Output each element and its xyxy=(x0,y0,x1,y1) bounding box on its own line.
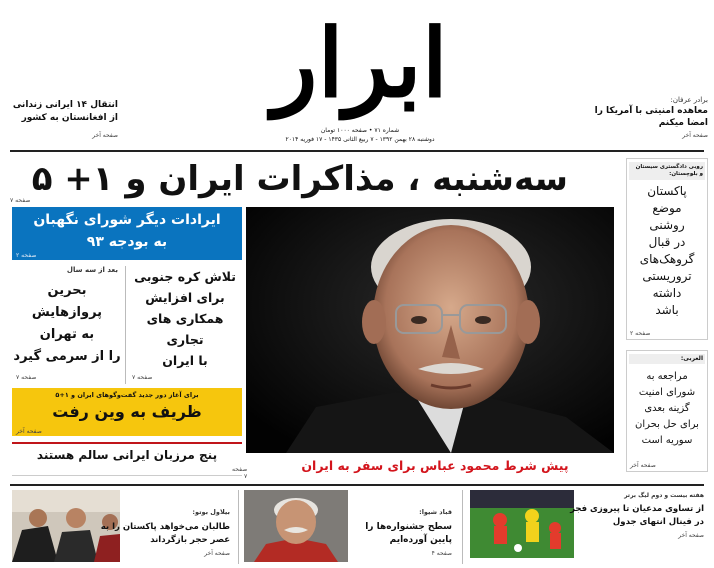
football-photo xyxy=(470,490,574,558)
right-bottom-sidebar[interactable] xyxy=(626,350,708,472)
yellow-box-kicker: برای آغاز دور جدید گفت‌وگوهای ایران و ۱+۵ xyxy=(55,391,199,399)
teaser-headline-line2: امضا میکنم xyxy=(658,118,708,128)
sidebar-words xyxy=(627,183,707,319)
teaser-headline-line1: معاهده امنیتی با آمریکا را xyxy=(594,106,708,116)
bottom-story[interactable] xyxy=(470,490,708,568)
blue-box-line1: ایرادات دیگر شورای نگهبان xyxy=(33,212,221,228)
masthead-logo: ابرار xyxy=(272,9,448,119)
story-kicker: بعد از سه سال xyxy=(66,266,118,274)
issue-line-2: دوشنبه ۲۸ بهمن ۱۳۹۲ - ۷ ربیع الثانی ۱۴۳۵ - ۱۷ فوریه ۲۰۱۴ xyxy=(285,136,435,143)
sidebar-word: برای حل بحران xyxy=(635,419,699,430)
story-line: تجاری xyxy=(166,332,204,347)
top-left-teaser[interactable] xyxy=(8,100,118,144)
story-kicker: قباد شیوا: xyxy=(419,508,452,516)
story-line: بحرین xyxy=(47,283,87,298)
column-divider xyxy=(125,266,126,384)
page-ref: صفحه ۲ xyxy=(16,252,37,259)
page-ref: صفحه آخر xyxy=(678,532,704,539)
sidebar-word: تروریستی xyxy=(642,269,692,283)
teaser-headline-line1: انتقال ۱۴ ایرانی زندانی xyxy=(12,100,118,110)
border-story-headline: پنج مرزبان ایرانی سالم هستند xyxy=(36,448,218,462)
top-right-teaser[interactable] xyxy=(578,96,708,142)
main-headline[interactable]: سه‌شنبه ، مذاکرات ایران و ۱+ ۵ xyxy=(31,159,568,199)
page-ref: صفحه آخر xyxy=(682,132,708,139)
sidebar-words xyxy=(627,369,707,449)
page-ref: صفحه آخر xyxy=(630,462,656,469)
left-story[interactable] xyxy=(12,266,122,384)
blue-box[interactable] xyxy=(12,207,242,260)
bottom-story[interactable] xyxy=(244,490,456,568)
story-line: همکاری های xyxy=(146,311,224,326)
story-line: پروازهایش xyxy=(31,305,103,320)
sidebar-kicker: العربی: xyxy=(629,354,705,364)
story-line: را از سرمی گیرد xyxy=(13,349,121,364)
sidebar-word: شورای امنیت xyxy=(638,387,696,398)
sidebar-word: موضع xyxy=(652,201,682,215)
yellow-box[interactable] xyxy=(12,388,242,436)
sidebar-word: در قبال xyxy=(648,235,686,249)
sidebar-word: روشنی xyxy=(649,218,685,232)
page-ref: صفحه ۲ xyxy=(630,330,651,337)
sidebar-word: گروهک‌های xyxy=(639,252,695,266)
bottom-story[interactable] xyxy=(12,490,234,568)
page-ref: صفحه آخر xyxy=(16,428,42,435)
teaser-kicker: برادر عرفان: xyxy=(670,96,708,104)
main-photo-caption[interactable]: پیش شرط محمود عباس برای سفر به ایران xyxy=(301,458,569,473)
story-line: برای افزایش xyxy=(145,290,225,305)
page-ref: صفحه ۴ xyxy=(431,550,452,557)
story-line2: در فینال انتهای جدول xyxy=(612,517,704,527)
story-line1: طالبان می‌خواهد پاکستان را به xyxy=(100,522,230,532)
portrait-illustration xyxy=(244,490,348,562)
story-line2: پایین آورده‌ایم xyxy=(389,535,452,545)
bottom-divider xyxy=(462,490,463,564)
story-line1: سطح جشنواره‌ها را xyxy=(365,522,452,532)
border-story[interactable] xyxy=(12,442,248,480)
page-ref: صفحه آخر xyxy=(92,132,118,139)
sidebar-word: باشد xyxy=(655,303,679,317)
story-line: به تهران xyxy=(39,327,95,342)
masthead-rule xyxy=(10,150,704,152)
main-headline-page-ref: صفحه ۷ xyxy=(10,197,31,204)
story-line2: عصر حجر بازگرداند xyxy=(150,535,230,545)
middle-story[interactable] xyxy=(128,266,242,384)
bottom-rule xyxy=(10,484,704,486)
story-kicker: هفته بیست و دوم لیگ برتر xyxy=(624,492,704,499)
story-line: تلاش کره جنوبی xyxy=(134,269,236,284)
story-kicker: بیلاول بوتو: xyxy=(192,508,230,516)
blue-box-line2: به بودجه ۹۳ xyxy=(86,234,168,250)
page-ref: صفحه ۷ xyxy=(132,374,153,381)
sidebar-word: پاکستان xyxy=(647,184,687,198)
bottom-divider xyxy=(238,490,239,564)
issue-line-1: شماره ۷۱ • صفحه ۱۰۰۰ تومان xyxy=(320,127,400,134)
sidebar-kicker: روبی دادگستری سیستان و بلوچستان: xyxy=(629,162,705,180)
right-top-sidebar[interactable] xyxy=(626,158,708,340)
football-illustration xyxy=(470,490,574,558)
sidebar-word: داشته xyxy=(652,286,682,300)
yellow-box-headline: ظریف به وین رفت xyxy=(52,402,202,421)
page-ref: صفحه ۷ xyxy=(16,374,37,381)
page-ref: صفحه ۷ xyxy=(231,466,248,480)
story-lines xyxy=(12,280,122,368)
sidebar-word: گزینه بعدی xyxy=(644,403,690,414)
portrait-photo xyxy=(244,490,348,562)
teaser-headline-line2: از افغانستان به کشور xyxy=(21,113,118,123)
sidebar-word: سوریه است xyxy=(641,435,693,446)
portrait-illustration xyxy=(246,207,614,453)
sidebar-word: مراجعه به xyxy=(646,371,688,382)
page-ref: صفحه آخر xyxy=(204,550,230,557)
main-photo xyxy=(246,207,614,453)
story-line1: از تساوی مدعیان تا پیروزی فجر xyxy=(570,504,704,514)
story-line: با ایران xyxy=(162,353,208,368)
